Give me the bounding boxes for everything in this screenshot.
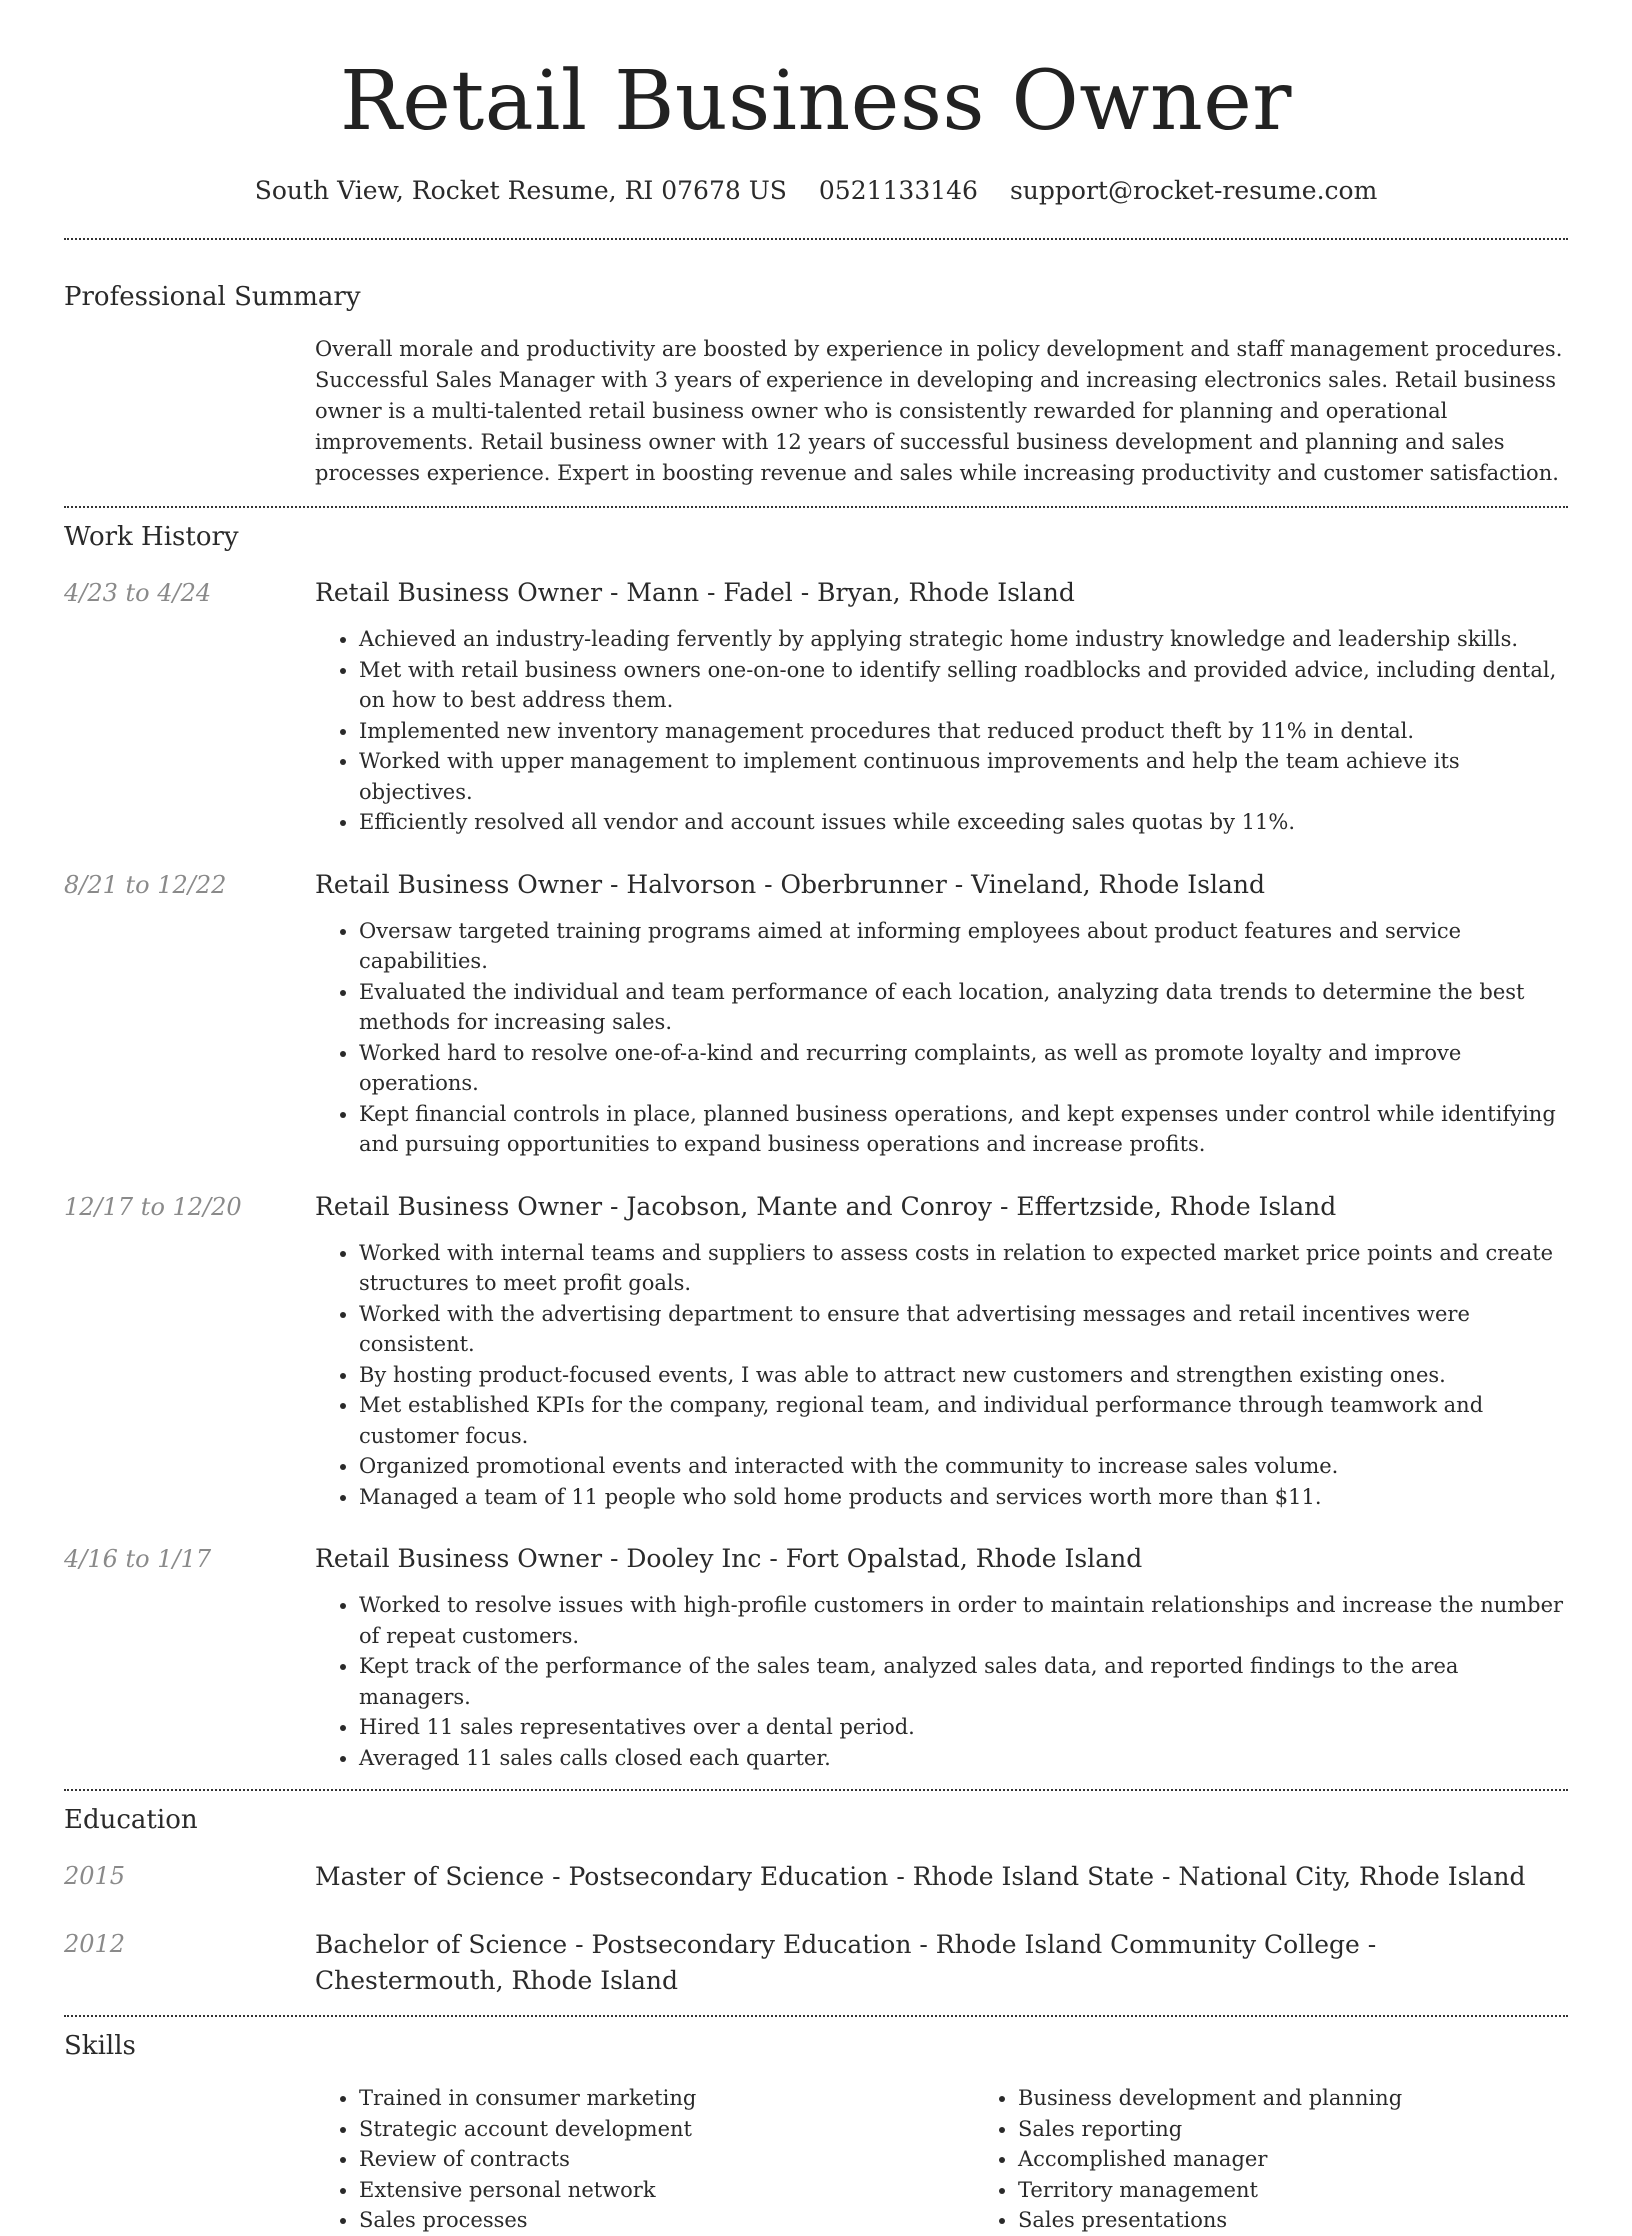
section-divider xyxy=(64,506,1568,508)
job-dates: 4/16 to 1/17 xyxy=(64,1545,212,1573)
job-dates: 4/23 to 4/24 xyxy=(64,579,212,607)
job-bullet: • Averaged 11 sales calls closed each quarter. xyxy=(359,1743,1568,1774)
skill-item: • Review of contracts xyxy=(359,2144,974,2175)
skill-item: • Accomplished manager xyxy=(1018,2144,1632,2175)
job-bullet: • Worked with internal teams and suppliers to assess costs in relation to expected market price points and create structures to meet profit goals. xyxy=(359,1238,1568,1299)
job-dates: 8/21 to 12/22 xyxy=(64,870,227,899)
education-entry xyxy=(64,1859,1568,1895)
job-bullet: • Worked with upper management to implement continuous improvements and help the team achieve its objectives. xyxy=(359,746,1568,807)
skill-item: • Sales reporting xyxy=(1018,2114,1632,2145)
education-year: 2012 xyxy=(64,1930,126,1958)
job-bullet: • Efficiently resolved all vendor and account issues while exceeding sales quotas by 11%. xyxy=(359,807,1568,838)
job-bullet: • Worked hard to resolve one-of-a-kind and recurring complaints, as well as promote loyalty and improve operations. xyxy=(359,1038,1568,1099)
skills-grid xyxy=(315,2083,1632,2236)
contact-phone: 0521133146 xyxy=(818,176,978,205)
job-bullets xyxy=(315,1238,1568,1513)
job-dates: 12/17 to 12/20 xyxy=(64,1192,242,1221)
skills-heading: Skills xyxy=(64,2031,136,2061)
skill-item: • Territory management xyxy=(1018,2175,1632,2206)
education-entry xyxy=(64,1927,1568,1999)
job-entry xyxy=(64,1190,1568,1513)
contact-line xyxy=(64,174,1568,208)
job-bullets xyxy=(315,1590,1568,1773)
job-entry xyxy=(64,1542,1568,1773)
skills-row xyxy=(64,2083,1568,2236)
contact-address: South View, Rocket Resume, RI 07678 US xyxy=(254,176,787,205)
job-bullet: • Met with retail business owners one-on-one to identify selling roadblocks and provided advice, including dental, on how to best address them. xyxy=(359,655,1568,716)
skill-item: • Trained in consumer marketing xyxy=(359,2083,974,2114)
job-bullet: • Oversaw targeted training programs aimed at informing employees about product features and service capabilities. xyxy=(359,916,1568,977)
job-bullet: • By hosting product-focused events, I was able to attract new customers and strengthen existing ones. xyxy=(359,1360,1568,1391)
job-title: Retail Business Owner - Dooley Inc - Fort Opalstad, Rhode Island xyxy=(315,1544,1143,1573)
job-bullet: • Kept financial controls in place, planned business operations, and kept expenses under control while identifying and pursuing opportunities to expand business operations and increase profits. xyxy=(359,1099,1568,1160)
education-heading: Education xyxy=(64,1805,198,1835)
work-history-heading: Work History xyxy=(64,522,239,552)
skill-item: • Extensive personal network xyxy=(359,2175,974,2206)
section-divider xyxy=(64,2015,1568,2017)
resume-page xyxy=(64,0,1568,2236)
job-title: Retail Business Owner - Mann - Fadel - Bryan, Rhode Island xyxy=(315,578,1075,607)
section-divider xyxy=(64,238,1568,240)
job-bullet: • Kept track of the performance of the sales team, analyzed sales data, and reported findings to the area managers. xyxy=(359,1651,1568,1712)
job-bullet: • Met established KPIs for the company, regional team, and individual performance through teamwork and customer focus. xyxy=(359,1390,1568,1451)
summary-heading: Professional Summary xyxy=(64,282,361,312)
skill-item: • Sales presentations xyxy=(1018,2205,1632,2236)
education-title: Bachelor of Science - Postsecondary Education - Rhode Island Community College - Chestermouth, Rhode Island xyxy=(315,1930,1377,1995)
skills-column-1 xyxy=(315,2083,974,2236)
education-year: 2015 xyxy=(64,1862,126,1890)
job-entry xyxy=(64,868,1568,1160)
job-bullets xyxy=(315,916,1568,1160)
job-bullet: • Worked with the advertising department to ensure that advertising messages and retail incentives were consistent. xyxy=(359,1299,1568,1360)
job-title: Retail Business Owner - Jacobson, Mante and Conroy - Effertzside, Rhode Island xyxy=(315,1191,1337,1221)
job-entry xyxy=(64,576,1568,838)
job-title: Retail Business Owner - Halvorson - Oberbrunner - Vineland, Rhode Island xyxy=(315,869,1265,899)
skills-spacer xyxy=(64,2083,315,2236)
section-divider xyxy=(64,1789,1568,1791)
skill-item: • Sales processes xyxy=(359,2205,974,2236)
job-bullets xyxy=(315,624,1568,838)
education-title: Master of Science - Postsecondary Education - Rhode Island State - National City, Rhode Island xyxy=(315,1862,1526,1891)
contact-email: support@rocket-resume.com xyxy=(1009,176,1378,205)
skills-column-2 xyxy=(974,2083,1632,2236)
resume-name: Retail Business Owner xyxy=(339,54,1293,149)
job-bullet: • Organized promotional events and interacted with the community to increase sales volume. xyxy=(359,1451,1568,1482)
job-bullet: • Achieved an industry-leading fervently by applying strategic home industry knowledge and leadership skills. xyxy=(359,624,1568,655)
summary-text: Overall morale and productivity are boosted by experience in policy development and staff management procedures. Successful Sales Manager with 3 years of experience in developing and increasing electronics sales. Retail business owner is a multi-talented retail business owner who is consistently rewarded for planning and operational improvements. Retail business owner with 12 years of successful business development and planning and sales processes experience. Expert in boosting revenue and sales while increasing productivity and customer satisfaction. xyxy=(315,337,1563,485)
job-bullet: • Managed a team of 11 people who sold home products and services worth more than $11. xyxy=(359,1482,1568,1513)
job-bullet: • Implemented new inventory management procedures that reduced product theft by 11% in dental. xyxy=(359,716,1568,747)
skill-item: • Business development and planning xyxy=(1018,2083,1632,2114)
job-bullet: • Worked to resolve issues with high-profile customers in order to maintain relationships and increase the number of repeat customers. xyxy=(359,1590,1568,1651)
summary-spacer xyxy=(64,334,315,489)
job-bullet: • Hired 11 sales representatives over a dental period. xyxy=(359,1712,1568,1743)
skill-item: • Strategic account development xyxy=(359,2114,974,2145)
job-bullet: • Evaluated the individual and team performance of each location, analyzing data trends to determine the best methods for increasing sales. xyxy=(359,977,1568,1038)
summary-row xyxy=(64,334,1568,489)
